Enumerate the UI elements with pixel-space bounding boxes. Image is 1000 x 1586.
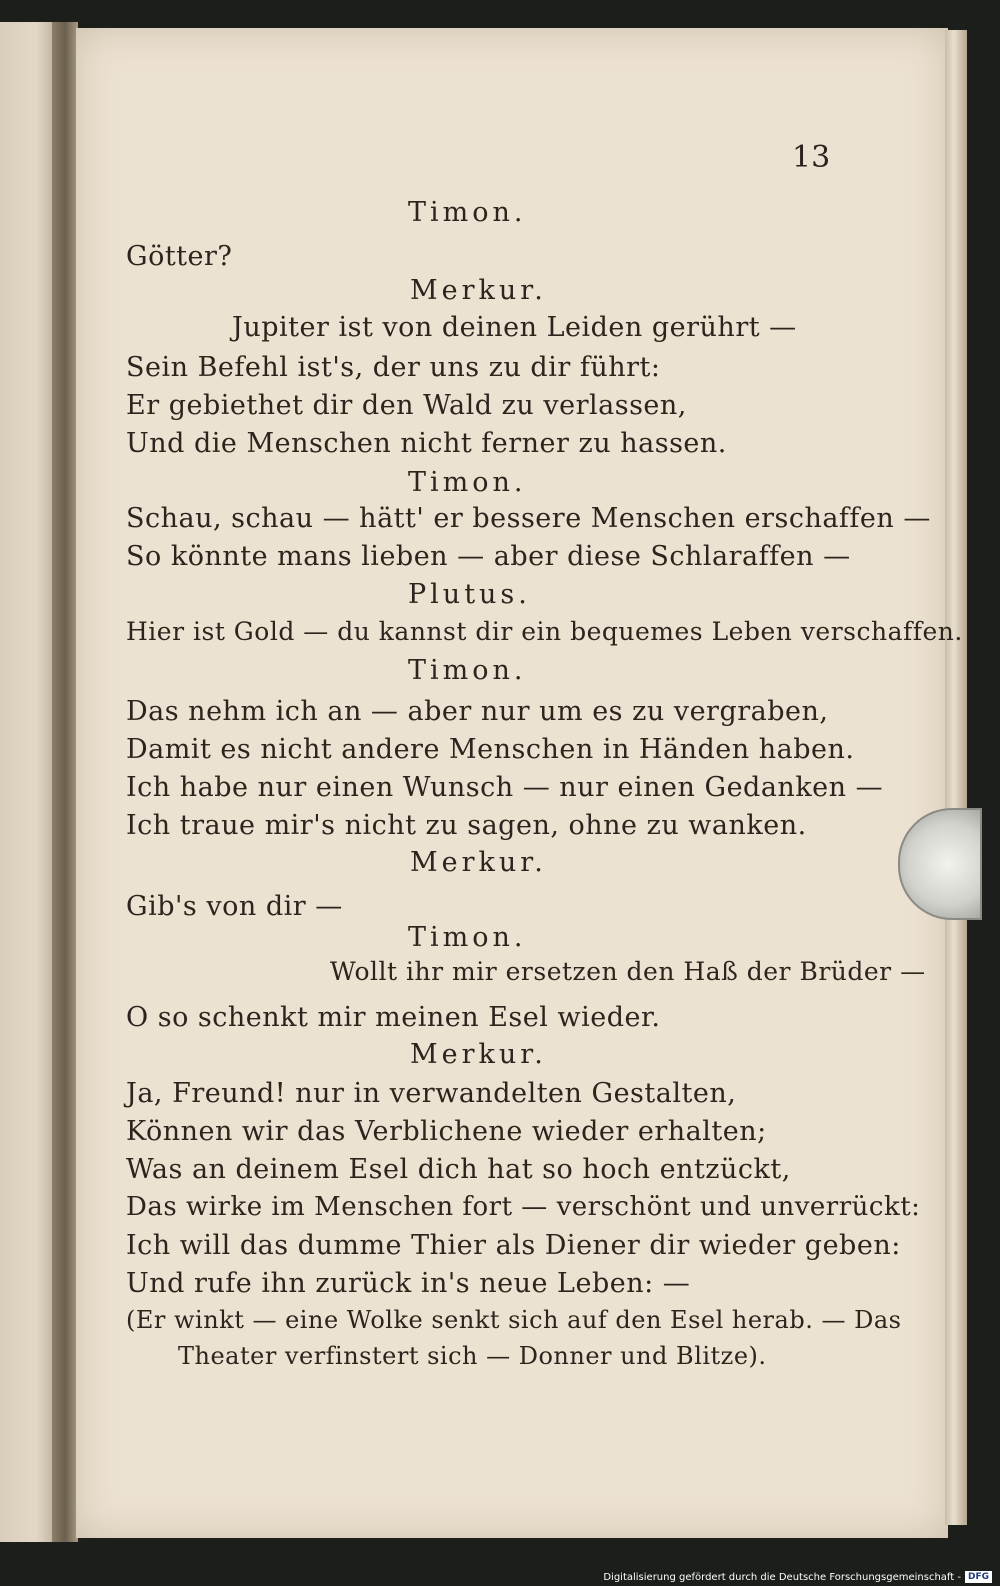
text-line: Wollt ihr mir ersetzen den Haß der Brüder — (330, 957, 926, 986)
speaker-merkur: Merkur. (410, 275, 547, 306)
dfg-logo: DFG (965, 1571, 992, 1583)
speaker-timon: Timon. (408, 467, 527, 498)
speaker-timon: Timon. (408, 197, 527, 228)
text-line: Gib's von dir — (126, 891, 343, 922)
speaker-plutus: Plutus. (408, 579, 531, 610)
footer-text: Digitalisierung gefördert durch die Deutsche Forschungsgemeinschaft - (603, 1571, 961, 1583)
text-line: O so schenkt mir meinen Esel wieder. (126, 1002, 661, 1033)
stage-direction: (Er winkt — eine Wolke senkt sich auf den Esel herab. — Das (126, 1306, 902, 1334)
book-gutter (52, 22, 78, 1542)
page-number: 13 (792, 140, 831, 175)
text-line: Götter? (126, 241, 233, 272)
text-line: Können wir das Verblichene wieder erhalten; (126, 1116, 767, 1147)
text-line: Schau, schau — hätt' er bessere Menschen erschaffen — (126, 503, 931, 534)
speaker-timon: Timon. (408, 655, 527, 686)
speaker-timon: Timon. (408, 922, 527, 953)
text-line: Ich will das dumme Thier als Diener dir wieder geben: (126, 1230, 901, 1261)
text-line: Ich habe nur einen Wunsch — nur einen Gedanken — (126, 772, 884, 803)
speaker-merkur: Merkur. (410, 847, 547, 878)
stage-direction: Theater verfinstert sich — Donner und Blitze). (178, 1342, 767, 1370)
footer (603, 1571, 992, 1583)
text-line: Damit es nicht andere Menschen in Händen haben. (126, 734, 855, 765)
text-line: Und rufe ihn zurück in's neue Leben: — (126, 1268, 691, 1299)
text-line: Jupiter ist von deinen Leiden gerührt — (232, 312, 797, 343)
text-line: So könnte mans lieben — aber diese Schlaraffen — (126, 541, 851, 572)
left-page-edge (0, 22, 60, 1542)
text-line: Ich traue mir's nicht zu sagen, ohne zu wanken. (126, 810, 807, 841)
page-edge (945, 30, 967, 1525)
text-line: Er gebiethet dir den Wald zu verlassen, (126, 390, 687, 421)
text-line: Sein Befehl ist's, der uns zu dir führt: (126, 352, 661, 383)
text-line: Hier ist Gold — du kannst dir ein bequemes Leben verschaffen. (126, 617, 963, 646)
text-line: Das wirke im Menschen fort — verschönt und unverrückt: (126, 1192, 921, 1222)
text-line: Was an deinem Esel dich hat so hoch entzückt, (126, 1154, 791, 1185)
text-line: Ja, Freund! nur in verwandelten Gestalten, (126, 1078, 737, 1109)
text-line: Und die Menschen nicht ferner zu hassen. (126, 428, 727, 459)
text-line: Das nehm ich an — aber nur um es zu vergraben, (126, 696, 829, 727)
speaker-merkur: Merkur. (410, 1039, 547, 1070)
